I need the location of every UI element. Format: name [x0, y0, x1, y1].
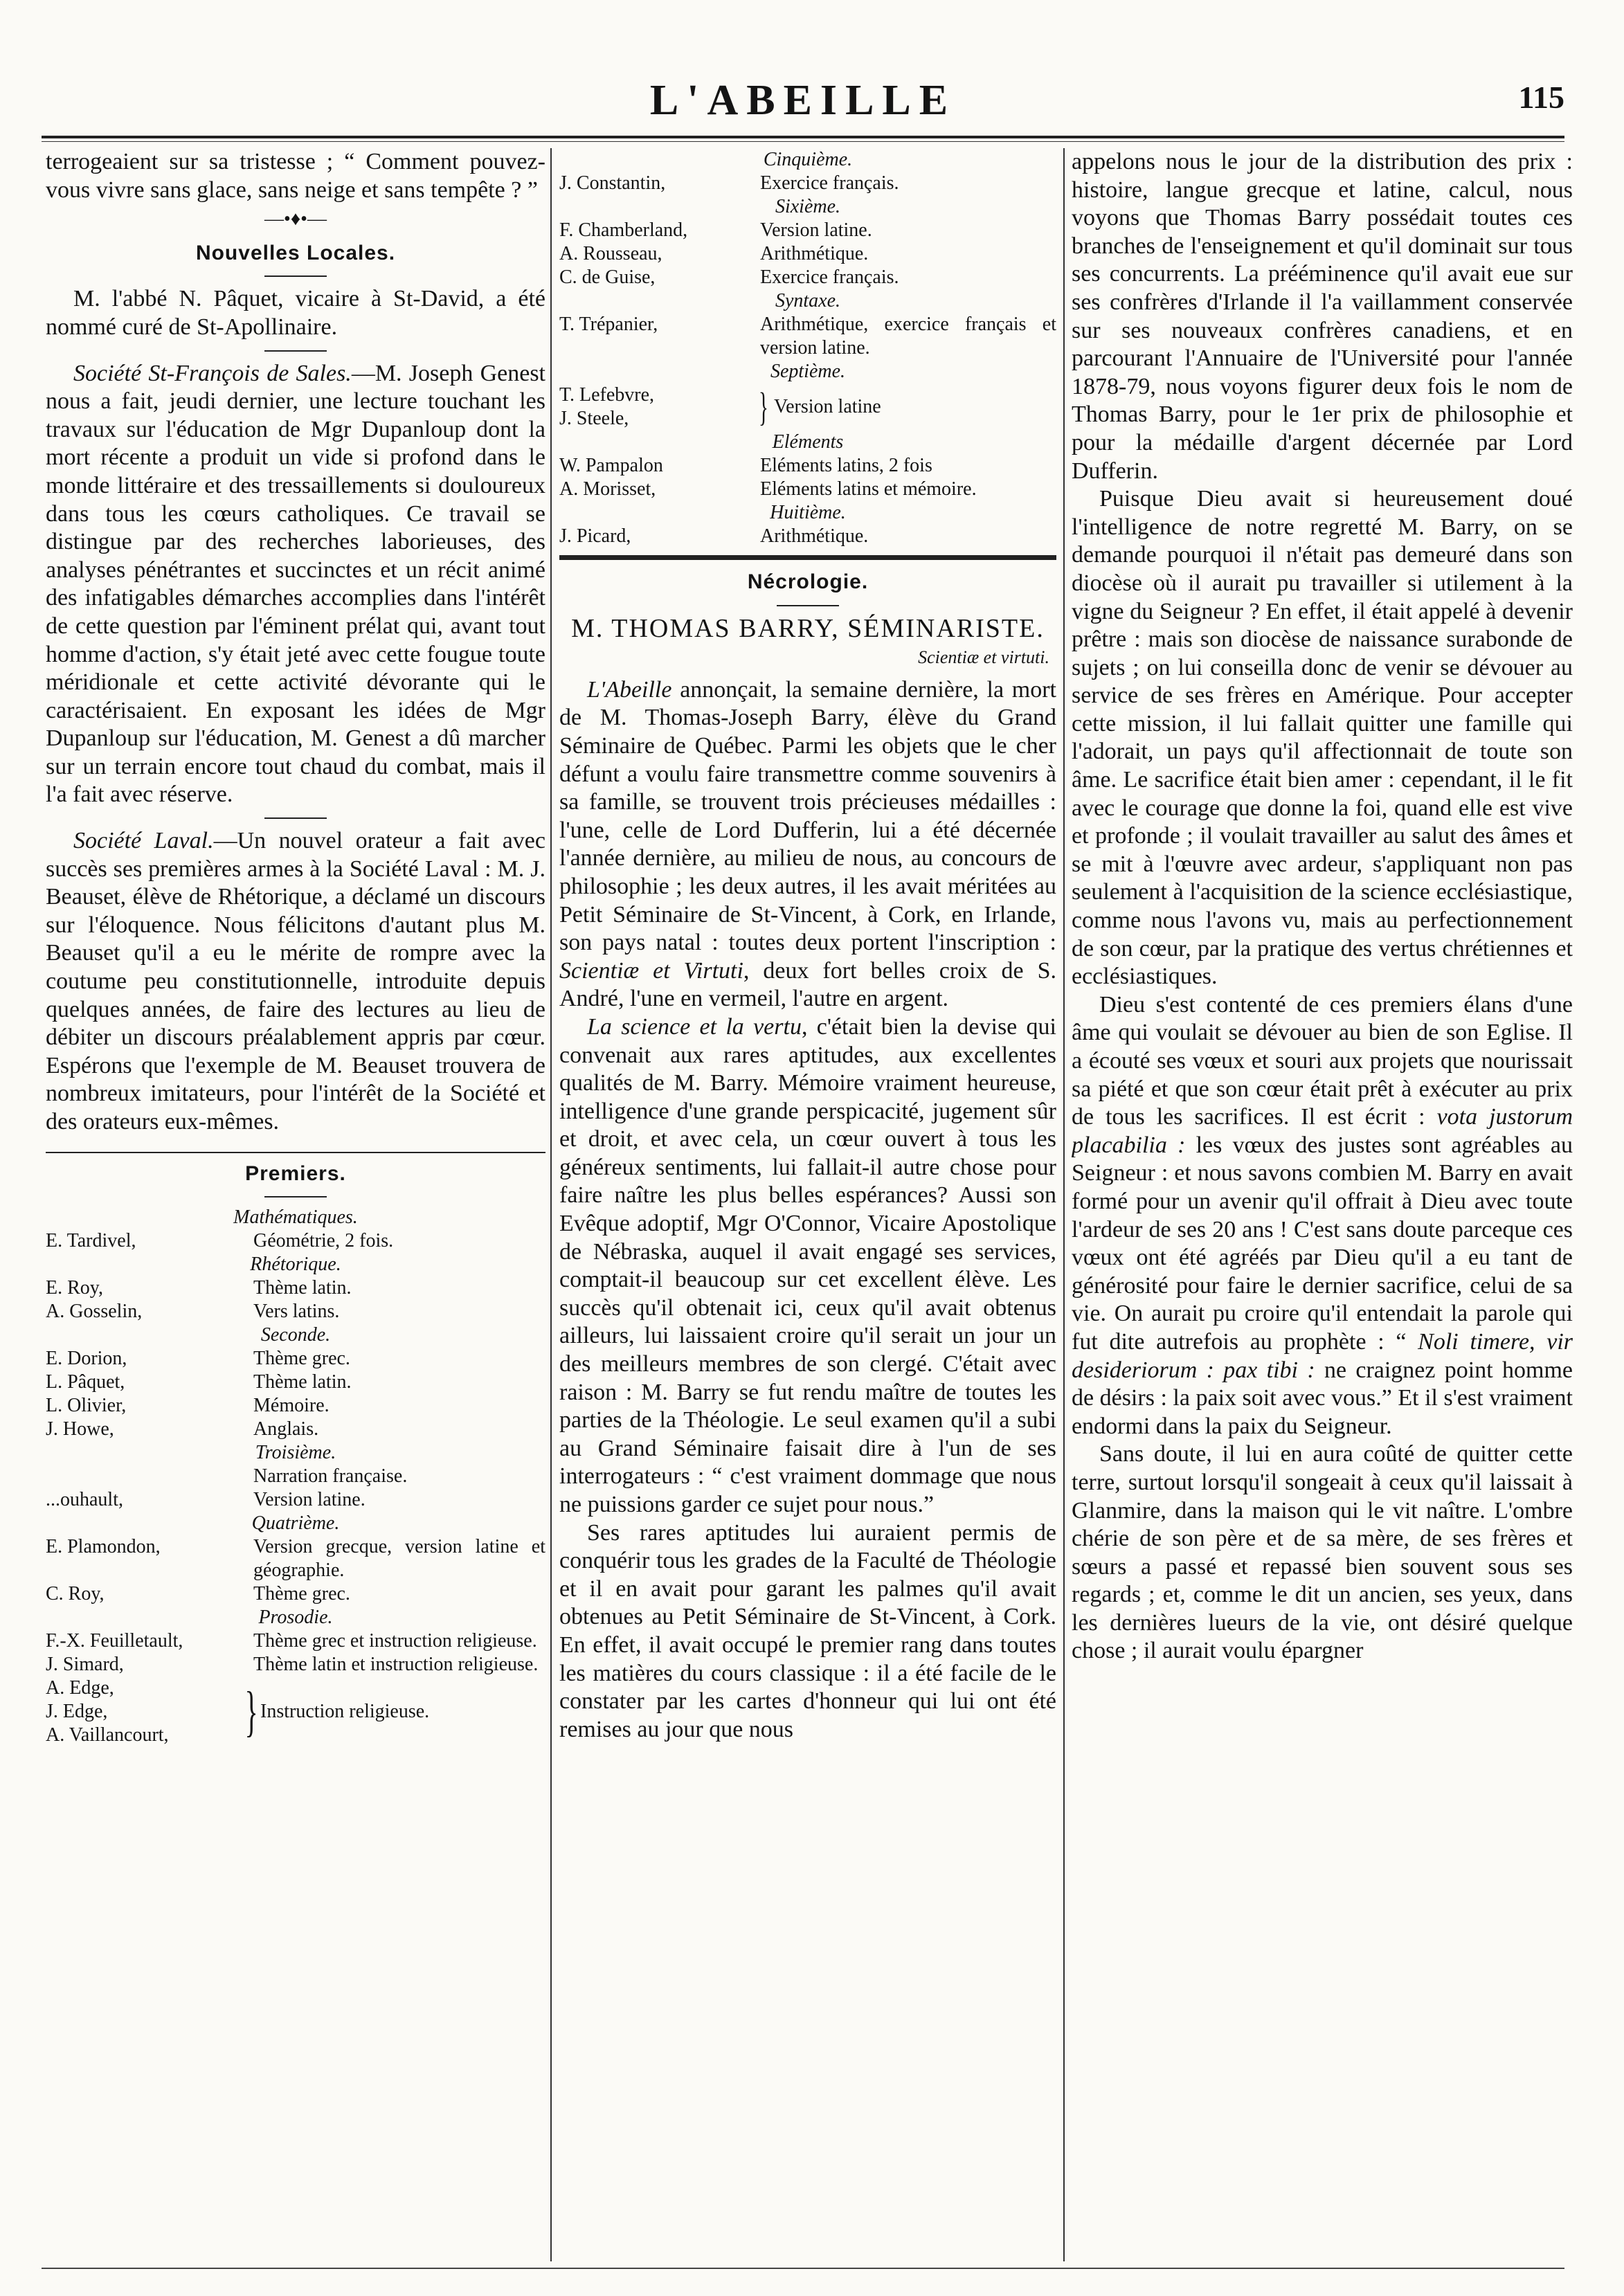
- list-row: [46, 1394, 545, 1418]
- list-row: [46, 1418, 545, 1441]
- student-name: W. Pampalon: [559, 455, 663, 476]
- student-name: T. Lefebvre,: [559, 384, 655, 406]
- article-paragraph: appelons nous le jour de la distribution des prix : histoire, langue grecque et latine, calcul, nous voyons que Thomas Barry possédait toutes ces branches de l'enseignement et qu'il dominait sur tous ses concurrents. La prééminence qu'il avait eue sur ses confrères d'Irlande il l'a vaillamment conservée sur ses nouveaux confrères canadiens, et en parcourant l'Annuaire de l'Université pour l'année 1878-79, nous voyons figurer deux fois le nom de Thomas Barry, pour le 1er prix de philosophie et pour la médaille d'argent décernée par Lord Dufferin.: [1072, 149, 1573, 484]
- prize-subject: Mémoire.: [253, 1395, 330, 1417]
- prize-subject: Thème grec.: [253, 1583, 350, 1605]
- list-row: [559, 454, 1056, 478]
- article-paragraph: Ses rares aptitudes lui auraient permis de conquérir tous les grades de la Faculté de Théologie et il en avait pour garant les palmes qu'il avait obtenues au Petit Séminaire de St-Vincent, à Cork. En effet, il avait occupé le premier rang dans toutes les matières du cours classique : il a été facile de le constater par les cartes d'honneur qui lui ont été remises au jour que nous: [559, 1519, 1056, 1742]
- article-text: —Un nouvel orateur a fait avec succès ses premières armes à la Société Laval : M. J. Beauset, élève de Rhétorique, a déclamé un discours sur l'éloquence. Nous félicitons d'autant plus M. Beauset qu'il a eu le mérite de rompre avec la coutume peu constitutionnelle, introduite depuis quelques années, de faire des lectures au lieu de débiter un discours préalablement appris par cœur. Espérons que l'exemple de M. Beauset trouvera de nombreux imitateurs, pour l'intérêt de la Société et des orateurs eux-mêmes.: [46, 828, 545, 1135]
- article-paragraph: [46, 827, 545, 1137]
- list-category: Syntaxe.: [775, 290, 841, 311]
- article-paragraph: M. l'abbé N. Pâquet, vicaire à St-David, a été nommé curé de St-Apollinaire.: [46, 286, 545, 340]
- brace-glyph: }: [244, 1681, 258, 1743]
- column-2: [559, 148, 1056, 2268]
- masthead: [42, 75, 1564, 126]
- list-category: Mathématiques.: [233, 1206, 358, 1229]
- list-row: [559, 478, 1056, 501]
- list-category: Cinquième.: [763, 149, 853, 170]
- ornament-divider: —•♦•—: [264, 208, 327, 230]
- student-name: J. Steele,: [559, 408, 629, 429]
- list-row-grouped: [559, 383, 1056, 431]
- list-category: Seconde.: [260, 1324, 331, 1346]
- masthead-title: L'ABEILLE: [649, 77, 957, 124]
- prize-subject: Narration française.: [253, 1465, 408, 1488]
- obituary-motto: Scientiæ et virtuti.: [918, 647, 1049, 668]
- student-name: F. Chamberland,: [559, 219, 688, 241]
- article-text: annonçait, la semaine dernière, la mort de M. Thomas-Joseph Barry, élève du Grand Séminaire de Québec. Parmi les objets que le cher défunt a voulu faire transmettre comme souvenirs à sa famille, se trouvent trois précieuses médailles : l'une, celle de Lord Dufferin, lui a été décernée l'année dernière, au milieu de nous, au concours de philosophie ; les deux autres, il les avait méritées au Petit Séminaire de St-Vincent, à Cork, en Irlande, son pays natal : toutes deux portent l'inscription :: [559, 676, 1056, 956]
- article-paragraph: Puisque Dieu avait si heureusement doué l'intelligence de notre regretté M. Barry, on se demande pourquoi il n'était pas demeuré dans son diocèse où il aurait pu travailler si utilement à la vigne du Seigneur ? En effet, il était appelé à devenir prêtre : mais son diocèse de naissance surabonde de sujets ; on lui conseilla donc de venir se dévouer au service de ses frères en Amérique. Pour accepter cette mission, il lui fallait quitter une famille qui l'adorait, un pays qu'il affectionnait de toute son âme. Le sacrifice était bien amer : cependant, il le fit avec le courage que donne la foi, quand elle est vive et profonde ; il voulait travailler au salut des âmes et se mit à l'œuvre avec ardeur, s'appliquant non pas seulement à l'acquisition de la science ecclésiastique, comme nous l'avons vu, mais au perfectionnement de son cœur, par la pratique des vertus chrétiennes et ecclésiastiques.: [1072, 486, 1573, 990]
- list-row: [46, 1276, 545, 1300]
- short-rule: [264, 275, 327, 277]
- prize-subject: Thème latin et instruction religieuse.: [253, 1654, 539, 1676]
- article-text: —M. Joseph Genest nous a fait, jeudi dernier, une lecture touchant les travaux sur l'éducation de Mgr Dupanloup dont la mort récente a produit un vide si profond dans le monde littéraire et des tressaillements si douloureux dans tous les cœurs catholiques. Ce travail se distingue par des recherches laborieuses, des analyses pénétrantes et succinctes et un récit animé des infatigables démarches accomplies dans l'intérêt de cette question par l'éminent prélat qui, avant tout homme d'action, s'y était jeté avec cette fougue toute méridionale et cette activité dévorante qui le caractérisaient. En exposant les idées de Mgr Dupanloup sur l'éducation, M. Genest a dû marcher sur un terrain encore tout chaud du combat, mais il l'a fait avec réserve.: [46, 360, 545, 808]
- article-lead: Société St-François de Sales.: [73, 360, 352, 386]
- prize-subject: Eléments latins, 2 fois: [760, 455, 932, 476]
- student-name: J. Simard,: [46, 1654, 124, 1676]
- prize-subject: Thème grec.: [253, 1348, 350, 1370]
- student-name: C. Roy,: [46, 1583, 105, 1605]
- article-paragraph: Sans doute, il lui en aura coûté de quitter cette terre, surtout lorsqu'il songeait à ceux qu'il laissait à Glanmire, dans la maison qui le vit naître. L'ombre chérie de son père et de sa mère, de ses frères et sœurs a passé et repassé bien souvent sous ses regards ; et, comme le dit un ancien, ses yeux, dans les dernières lueurs de la vie, ont désiré quelque chose ; il aurait voulu épargner: [1072, 1441, 1573, 1664]
- student-name: E. Dorion,: [46, 1348, 127, 1370]
- article-text: les vœux des justes sont agréables au Seigneur : et nous savons combien M. Barry en avait formé pour un avenir qu'il offrait à Dieu avec toute l'ardeur de ses 20 ans ! C'est sans doute parceque ces vœux ont été agréés par Dieu qu'il a eu tant de générosité pour faire le dernier sacrifice, celui de sa vie. On aurait pu croire qu'il entendait la parole qui fut dite autrefois au prophète : “: [1072, 1132, 1573, 1355]
- student-name: J. Howe,: [46, 1418, 114, 1440]
- article-text: , deux fort belles croix de S. André, l'une en vermeil, l'autre en argent.: [559, 957, 1056, 1012]
- student-name: A. Rousseau,: [559, 243, 662, 264]
- student-name: L. Pâquet,: [46, 1371, 125, 1393]
- footer-rule: [42, 2268, 1564, 2269]
- prize-subject: Arithmétique.: [760, 243, 869, 264]
- article-text: Dieu s'est contenté de ces premiers élans d'une âme qui voulait se dévouer au bien de son Eglise. Il a écouté ses vœux et souri aux projets que nourissait sa piété et que son cœur était prêt à exécuter au prix de tous les sacrifices. Il est écrit :: [1072, 991, 1573, 1130]
- prize-subject: Eléments latins et mémoire.: [760, 478, 977, 500]
- prize-subject: Thème latin.: [253, 1277, 352, 1299]
- student-name: A. Morisset,: [559, 478, 656, 500]
- student-name: ...ouhault,: [46, 1489, 123, 1511]
- brace-glyph: }: [759, 384, 768, 429]
- list-row: [559, 242, 1056, 266]
- prize-subject: Exercice français.: [760, 172, 899, 194]
- list-row: [559, 266, 1056, 289]
- article-paragraph: terrogeaient sur sa tristesse ; “ Comment pouvez-vous vivre sans glace, sans neige et sans tempête ? ”: [46, 149, 545, 203]
- prize-subject: Anglais.: [253, 1418, 319, 1440]
- list-row: [559, 172, 1056, 195]
- prize-subject: Exercice français.: [760, 266, 899, 288]
- prize-subject: Arithmétique, exercice français et version latine.: [760, 314, 1056, 359]
- student-name-group: [559, 383, 753, 431]
- column-divider: [550, 148, 552, 2261]
- article-text: ne craignez point homme de désirs : la paix soit avec vous.” Et il s'est vraiment endormi dans la paix du Seigneur.: [1072, 1357, 1573, 1439]
- list-row: [46, 1347, 545, 1371]
- student-name: [46, 1465, 253, 1488]
- article-lead: L'Abeille: [587, 676, 672, 703]
- list-row: [559, 219, 1056, 242]
- student-name: E. Tardivel,: [46, 1230, 136, 1252]
- short-rule: [264, 817, 327, 819]
- student-name: L. Olivier,: [46, 1395, 127, 1417]
- student-name: J. Picard,: [559, 525, 631, 547]
- section-rule-heavy: [559, 555, 1056, 560]
- prize-subject: Instruction religieuse.: [260, 1701, 430, 1723]
- column-1: [46, 148, 545, 2268]
- student-name: F.-X. Feuilletault,: [46, 1630, 183, 1652]
- list-category: Septième.: [770, 361, 846, 382]
- list-row: [46, 1488, 545, 1512]
- student-name: J. Constantin,: [559, 172, 666, 194]
- section-rule: [46, 1152, 545, 1153]
- section-heading-premiers: Premiers.: [245, 1161, 346, 1185]
- prize-subject: Version latine.: [760, 219, 872, 241]
- short-rule: [264, 1196, 327, 1197]
- prize-subject: Version latine: [774, 396, 881, 417]
- list-category: Quatrième.: [251, 1512, 340, 1535]
- list-row: [46, 1300, 545, 1323]
- prize-subject: Version latine.: [253, 1489, 366, 1511]
- article-paragraph: [1072, 991, 1573, 1441]
- masthead-rule-thin: [42, 141, 1564, 142]
- page-number: 115: [1518, 80, 1564, 115]
- list-row: [559, 525, 1056, 548]
- prize-list: [46, 1206, 545, 1747]
- prize-subject: Vers latins.: [253, 1301, 340, 1323]
- list-row: [559, 313, 1056, 360]
- short-rule: [777, 605, 839, 606]
- article-quote: vota justorum placabilia :: [1072, 1104, 1573, 1158]
- section-heading-necrology: Nécrologie.: [747, 570, 869, 593]
- list-row: [46, 1371, 545, 1394]
- article-quote: Noli timere, vir desideriorum : pax tibi :: [1072, 1328, 1573, 1383]
- list-category: Prosodie.: [258, 1607, 333, 1629]
- student-name: A. Gosselin,: [46, 1301, 143, 1323]
- student-name: A. Edge,: [46, 1677, 114, 1699]
- prize-subject: Arithmétique.: [760, 525, 869, 547]
- list-category: Eléments: [772, 431, 844, 453]
- masthead-rule: [42, 136, 1564, 138]
- list-row: [46, 1629, 545, 1653]
- article-paragraph: [46, 360, 545, 810]
- student-name: E. Roy,: [46, 1277, 103, 1299]
- article-quote: Scientiæ et Virtuti: [559, 957, 743, 984]
- student-name: E. Plamondon,: [46, 1536, 161, 1558]
- list-category: Huitième.: [770, 502, 846, 523]
- student-name-group: [46, 1676, 240, 1747]
- prize-subject: Version grecque, version latine et géographie.: [253, 1536, 545, 1582]
- article-paragraph: [559, 676, 1056, 1013]
- article-text: , c'était bien la devise qui convenait aux rares aptitudes, aux excellentes qualités de M. Barry. Mémoire vraiment heureuse, intelligence d'une grande perspicacité, jugement sûr et droit, et avec cela, un cœur ouvert à tous les généreux sentiments, lui fallait-il autre chose pour faire naître les plus belles espérances? Aussi son Evêque adoptif, Mgr O'Connor, Vicaire Apostolique de Nébraska, auquel il avait engagé ses services, comptait-il beaucoup sur cet excellent élève. Les succès qu'il obtenait ici, ceux qu'il avait obtenus ailleurs, lui laissaient croire qu'il serait un jour un des meilleurs membres de son clergé. C'était avec raison : M. Barry se fut rendu maître de toutes les parties de la Théologie. Le seul examen qu'il a subi au Grand Séminaire faisait dire à l'un de ses interrogateurs : “ c'est vraiment dommage que nous ne puissions garder ce sujet pour nous.”: [559, 1013, 1056, 1517]
- list-category: Troisième.: [255, 1442, 336, 1464]
- list-row: [46, 1653, 545, 1676]
- student-name: T. Trépanier,: [559, 314, 658, 335]
- short-rule: [264, 350, 327, 352]
- list-row: [46, 1229, 545, 1253]
- student-name: A. Vaillancourt,: [46, 1724, 169, 1746]
- prize-subject: Géométrie, 2 fois.: [253, 1230, 394, 1252]
- article-lead: Société Laval.: [73, 828, 214, 854]
- list-row-grouped: [46, 1676, 545, 1747]
- list-row: [46, 1465, 545, 1488]
- article-lead: La science et la vertu: [587, 1013, 802, 1040]
- list-row: [46, 1582, 545, 1606]
- list-category: Sixième.: [775, 196, 841, 217]
- prize-subject: Thème grec et instruction religieuse.: [253, 1630, 537, 1652]
- article-paragraph: [559, 1013, 1056, 1519]
- student-name: C. de Guise,: [559, 266, 656, 288]
- column-divider: [1063, 148, 1065, 2261]
- prize-subject: Thème latin.: [253, 1371, 352, 1393]
- section-heading-local-news: Nouvelles Locales.: [195, 241, 396, 264]
- student-name: J. Edge,: [46, 1701, 108, 1723]
- obituary-title: M. THOMAS BARRY, SÉMINARISTE.: [571, 613, 1045, 643]
- list-category: Rhétorique.: [250, 1254, 341, 1276]
- list-row: [46, 1535, 545, 1582]
- prize-list-continued: [559, 148, 1056, 548]
- column-3: [1072, 148, 1573, 2268]
